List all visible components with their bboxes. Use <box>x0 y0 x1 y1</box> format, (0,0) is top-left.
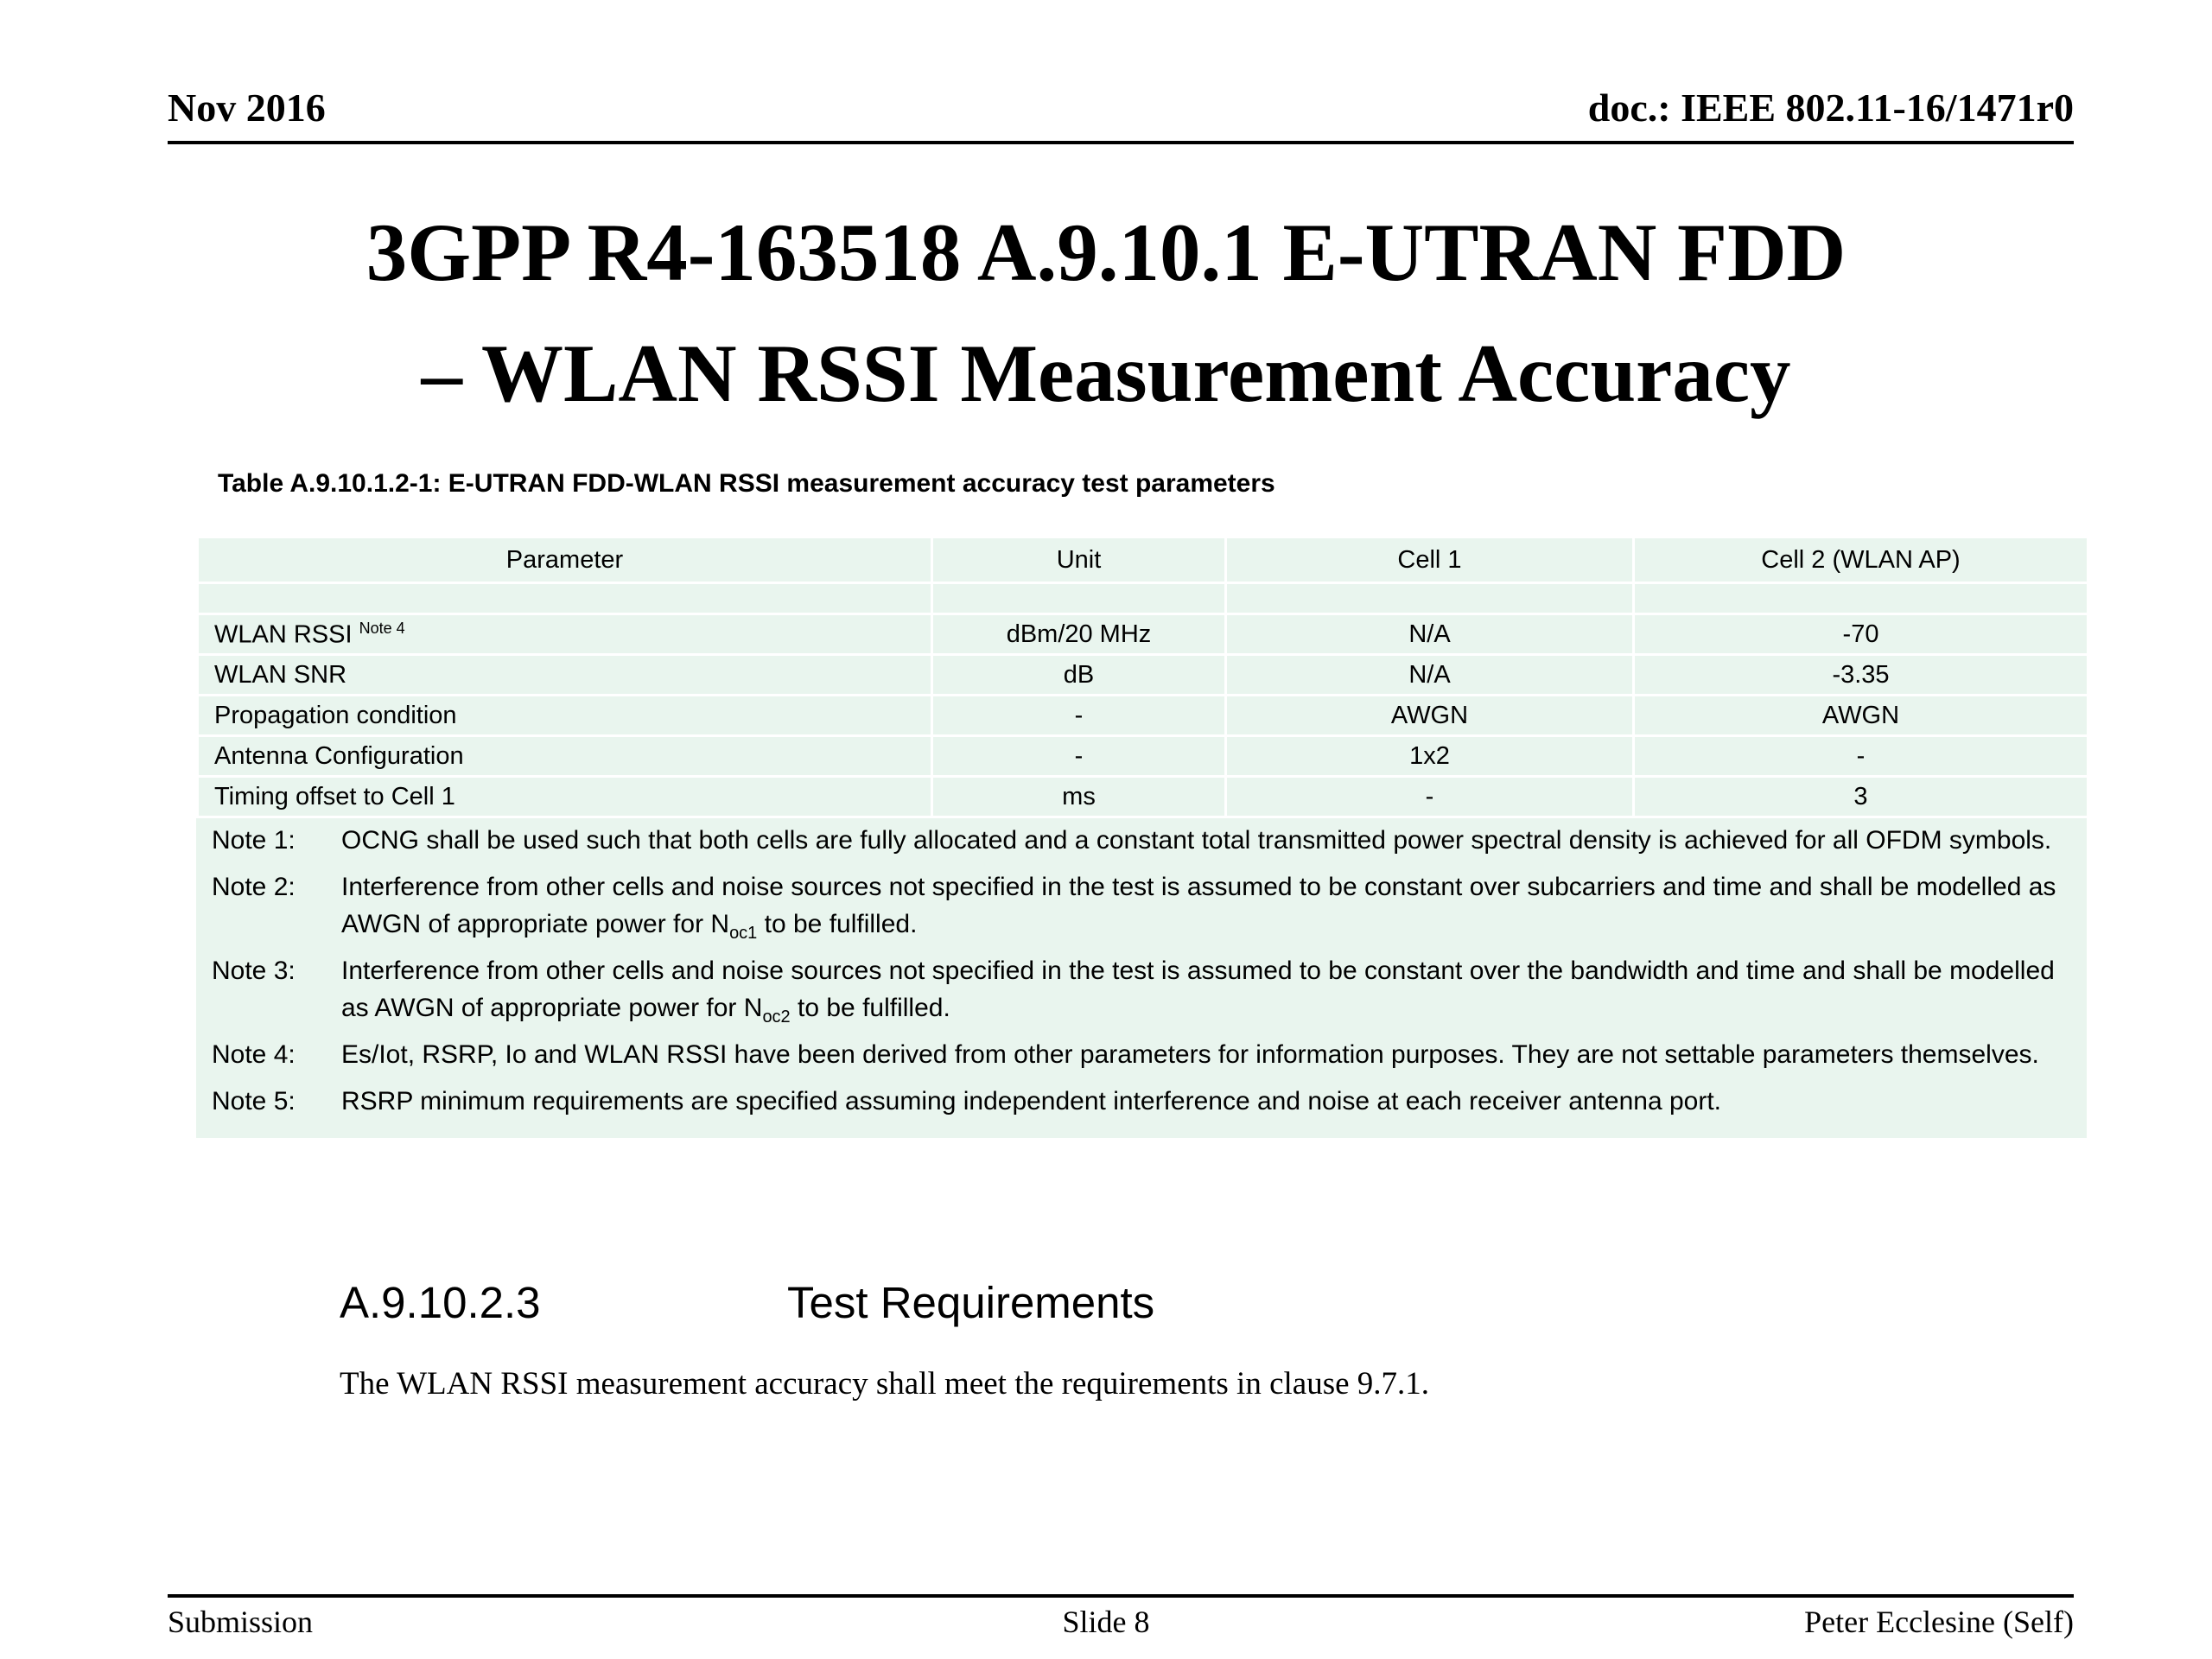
column-header-cell1: Cell 1 <box>1226 537 1634 583</box>
cell-cell2: -3.35 <box>1634 655 2088 696</box>
note-label: Note 1: <box>212 826 296 855</box>
parameters-table <box>196 536 2089 818</box>
table-row <box>198 696 2088 736</box>
footer-author: Peter Ecclesine (Self) <box>1804 1605 2074 1639</box>
body-paragraph: The WLAN RSSI measurement accuracy shall meet the requirements in clause 9.7.1. <box>340 1366 1430 1402</box>
note-label: Note 5: <box>212 1087 296 1116</box>
slide-title <box>0 192 2212 434</box>
cell-cell1: 1x2 <box>1226 736 1634 777</box>
cell-cell2: -70 <box>1634 614 2088 655</box>
cell-cell1: N/A <box>1226 655 1634 696</box>
table-caption: Table A.9.10.1.2-1: E-UTRAN FDD-WLAN RSSI measurement accuracy test parameters <box>218 469 1275 498</box>
cell-parameter: WLAN RSSI $^{Note 4}$ <box>198 614 932 655</box>
footer-slide-number: Slide 8 <box>1062 1605 1150 1639</box>
section-title: Test Requirements <box>787 1278 1155 1327</box>
column-header-unit: Unit <box>932 537 1226 583</box>
subscript: oc1 <box>729 924 758 943</box>
header-date: Nov 2016 <box>168 86 326 130</box>
table-block <box>196 536 2087 1138</box>
note-label: Note 3: <box>212 957 296 985</box>
cell-cell1: - <box>1226 777 1634 817</box>
note-2: Note 2: Interference from other cells and noise sources not specified in the test is assumed to be constant over subcarriers and time and shall be modelled as AWGN of appropriate power for $N_{oc1}$ to be fulfilled. <box>212 868 2069 952</box>
title-line-1: 3GPP R4-163518 A.9.10.1 E-UTRAN FDD <box>365 207 1847 298</box>
note-reference: Note 4 <box>359 619 405 637</box>
cell-parameter: Antenna Configuration <box>198 736 932 777</box>
table-row <box>198 655 2088 696</box>
note-3: Note 3: Interference from other cells and noise sources not specified in the test is assumed to be constant over the bandwidth and time and shall be modelled as AWGN of appropriate power for $N_{oc2}$ to be fulfilled. <box>212 952 2069 1036</box>
cell-cell2: - <box>1634 736 2088 777</box>
table-header-row <box>198 537 2088 583</box>
note-text: Interference from other cells and noise sources not specified in the test is assumed to be constant over the bandwidth and time and shall be modelled as AWGN of appropriate power for N <box>341 957 2055 1022</box>
cell-unit: - <box>932 736 1226 777</box>
table-notes <box>196 818 2087 1138</box>
table-row <box>198 614 2088 655</box>
table-row <box>198 736 2088 777</box>
cell-parameter: Timing offset to Cell 1 <box>198 777 932 817</box>
title-line-2: – WLAN RSSI Measurement Accuracy <box>421 327 1791 419</box>
cell-unit: - <box>932 696 1226 736</box>
note-5 <box>212 1083 2069 1129</box>
subscript: oc2 <box>762 1007 791 1027</box>
header-doc-number: doc.: IEEE 802.11-16/1471r0 <box>1587 86 2074 130</box>
spacer-row <box>198 583 2088 614</box>
note-4 <box>212 1036 2069 1083</box>
header-rule <box>168 141 2074 144</box>
column-header-cell2: Cell 2 (WLAN AP) <box>1634 537 2088 583</box>
note-1 <box>212 822 2069 868</box>
table-row <box>198 777 2088 817</box>
column-header-parameter: Parameter <box>198 537 932 583</box>
footer-rule <box>168 1594 2074 1598</box>
note-text: Interference from other cells and noise sources not specified in the test is assumed to be constant over subcarriers and time and shall be modelled as AWGN of appropriate power for N <box>341 873 2056 938</box>
cell-cell1: AWGN <box>1226 696 1634 736</box>
cell-unit: dBm/20 MHz <box>932 614 1226 655</box>
note-label: Note 2: <box>212 873 296 901</box>
cell-cell2: 3 <box>1634 777 2088 817</box>
note-text: OCNG shall be used such that both cells are fully allocated and a constant total transmitted power spectral density is achieved for all OFDM symbols. <box>341 826 2052 855</box>
footer-submission: Submission <box>168 1605 314 1639</box>
note-text: Es/Iot, RSRP, Io and WLAN RSSI have been derived from other parameters for information purposes. They are not settable parameters themselves. <box>341 1040 2039 1069</box>
note-label: Note 4: <box>212 1040 296 1069</box>
cell-unit: ms <box>932 777 1226 817</box>
section-heading <box>340 1277 1154 1328</box>
cell-parameter: WLAN SNR <box>198 655 932 696</box>
section-number: A.9.10.2.3 <box>340 1278 541 1327</box>
note-text: RSRP minimum requirements are specified assuming independent interference and noise at each receiver antenna port. <box>341 1087 1722 1116</box>
cell-unit: dB <box>932 655 1226 696</box>
cell-cell2: AWGN <box>1634 696 2088 736</box>
cell-parameter: Propagation condition <box>198 696 932 736</box>
cell-cell1: N/A <box>1226 614 1634 655</box>
